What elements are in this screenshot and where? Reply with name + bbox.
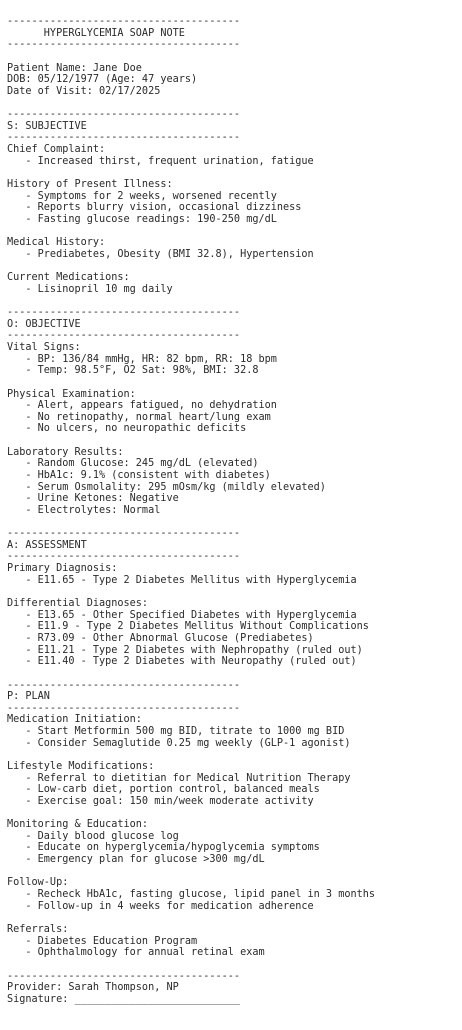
list-item: - Electrolytes: Normal [7, 504, 161, 516]
divider-line: -------------------------------------- [7, 702, 241, 714]
divider-line: -------------------------------------- [7, 330, 241, 342]
blank-line [7, 226, 462, 238]
subsection-heading: Vital Signs: [7, 341, 81, 353]
list-item: - Fasting glucose readings: 190-250 mg/dL [7, 213, 277, 225]
divider-line: -------------------------------------- [7, 109, 241, 121]
list-item: - HbA1c: 9.1% (consistent with diabetes) [7, 469, 271, 481]
divider-line: -------------------------------------- [7, 679, 241, 691]
blank-line [7, 749, 462, 761]
divider-line: -------------------------------------- [7, 528, 241, 540]
list-item: - Urine Ketones: Negative [7, 493, 179, 505]
list-item: - Reports blurry vision, occasional dizziness [7, 202, 302, 214]
text-line: Patient Name: Jane Doe [7, 62, 142, 74]
section-heading: S: SUBJECTIVE [7, 120, 87, 132]
subsection-heading: Lifestyle Modifications: [7, 761, 155, 772]
list-item: - Recheck HbA1c, fasting glucose, lipid panel in 3 months [7, 889, 376, 901]
section-heading: A: ASSESSMENT [7, 539, 87, 551]
blank-line [7, 167, 462, 179]
divider-line: -------------------------------------- [7, 39, 241, 51]
list-item: - E11.40 - Type 2 Diabetes with Neuropathy (ruled out) [7, 656, 357, 668]
list-item: - Symptoms for 2 weeks, worsened recently [7, 190, 277, 202]
list-item: - Referral to dietitian for Medical Nutrition Therapy [7, 772, 351, 784]
text-line: Date of Visit: 02/17/2025 [7, 85, 161, 97]
document-title: HYPERGLYCEMIA SOAP NOTE [7, 27, 185, 39]
list-item: - Low-carb diet, portion control, balanced meals [7, 784, 320, 796]
list-item: - Diabetes Education Program [7, 935, 198, 947]
signature-line: Signature: ___________________________ [7, 993, 241, 1005]
blank-line [7, 959, 462, 971]
blank-line [7, 517, 462, 529]
list-item: - BP: 136/84 mmHg, HR: 82 bpm, RR: 18 bpm [7, 353, 277, 365]
list-item: - Prediabetes, Obesity (BMI 32.8), Hypertension [7, 248, 314, 260]
list-item: - Random Glucose: 245 mg/dL (elevated) [7, 458, 259, 470]
blank-line [7, 97, 462, 109]
list-item: - R73.09 - Other Abnormal Glucose (Prediabetes) [7, 632, 314, 644]
text-line: DOB: 05/12/1977 (Age: 47 years) [7, 74, 198, 86]
list-item: - Increased thirst, frequent urination, fatigue [7, 155, 314, 167]
blank-line [7, 51, 462, 63]
blank-line [7, 260, 462, 272]
subsection-heading: Medical History: [7, 237, 106, 249]
subsection-heading: History of Present Illness: [7, 178, 173, 190]
subsection-heading: Primary Diagnosis: [7, 563, 118, 575]
subsection-heading: Chief Complaint: [7, 144, 106, 156]
blank-line [7, 295, 462, 307]
subsection-heading: Follow-Up: [7, 877, 69, 889]
list-item: - E11.21 - Type 2 Diabetes with Nephropathy (ruled out) [7, 644, 363, 656]
subsection-heading: Monitoring & Education: [7, 819, 149, 831]
section-heading: O: OBJECTIVE [7, 318, 81, 330]
list-item: - Start Metformin 500 mg BID, titrate to 1000 mg BID [7, 726, 345, 738]
blank-line [7, 668, 462, 680]
list-item: - Temp: 98.5°F, O2 Sat: 98%, BMI: 32.8 [7, 365, 259, 377]
subsection-heading: Medication Initiation: [7, 714, 142, 726]
list-item: - Daily blood glucose log [7, 830, 179, 842]
subsection-heading: Referrals: [7, 923, 69, 935]
blank-line [7, 435, 462, 447]
list-item: - Exercise goal: 150 min/week moderate activity [7, 795, 314, 807]
blank-line [7, 377, 462, 389]
section-heading: P: PLAN [7, 691, 50, 703]
divider-line: -------------------------------------- [7, 132, 241, 144]
divider-line: -------------------------------------- [7, 16, 241, 27]
list-item: - E13.65 - Other Specified Diabetes with Hyperglycemia [7, 609, 357, 621]
text-line: Provider: Sarah Thompson, NP [7, 982, 179, 994]
list-item: - Ophthalmology for annual retinal exam [7, 947, 265, 959]
list-item: - Lisinopril 10 mg daily [7, 283, 173, 295]
subsection-heading: Current Medications: [7, 272, 130, 284]
list-item: - Emergency plan for glucose >300 mg/dL [7, 854, 265, 866]
list-item: - No ulcers, no neuropathic deficits [7, 423, 247, 435]
divider-line: -------------------------------------- [7, 307, 241, 319]
list-item: - Consider Semaglutide 0.25 mg weekly (GLP-1 agonist) [7, 737, 351, 749]
subsection-heading: Physical Examination: [7, 388, 136, 400]
list-item: - No retinopathy, normal heart/lung exam [7, 411, 271, 423]
blank-line [7, 912, 462, 924]
subsection-heading: Laboratory Results: [7, 446, 124, 458]
list-item: - Alert, appears fatigued, no dehydration [7, 400, 277, 412]
blank-line [7, 866, 462, 878]
list-item: - Serum Osmolality: 295 mOsm/kg (mildly elevated) [7, 481, 326, 493]
list-item: - Follow-up in 4 weeks for medication adherence [7, 900, 314, 912]
subsection-heading: Differential Diagnoses: [7, 598, 149, 610]
list-item: - E11.65 - Type 2 Diabetes Mellitus with Hyperglycemia [7, 574, 357, 586]
list-item: - Educate on hyperglycemia/hypoglycemia symptoms [7, 842, 320, 854]
blank-line [7, 808, 462, 820]
divider-line: -------------------------------------- [7, 970, 241, 982]
blank-line [7, 586, 462, 598]
list-item: - E11.9 - Type 2 Diabetes Mellitus Without Complications [7, 621, 369, 633]
divider-line: -------------------------------------- [7, 551, 241, 563]
